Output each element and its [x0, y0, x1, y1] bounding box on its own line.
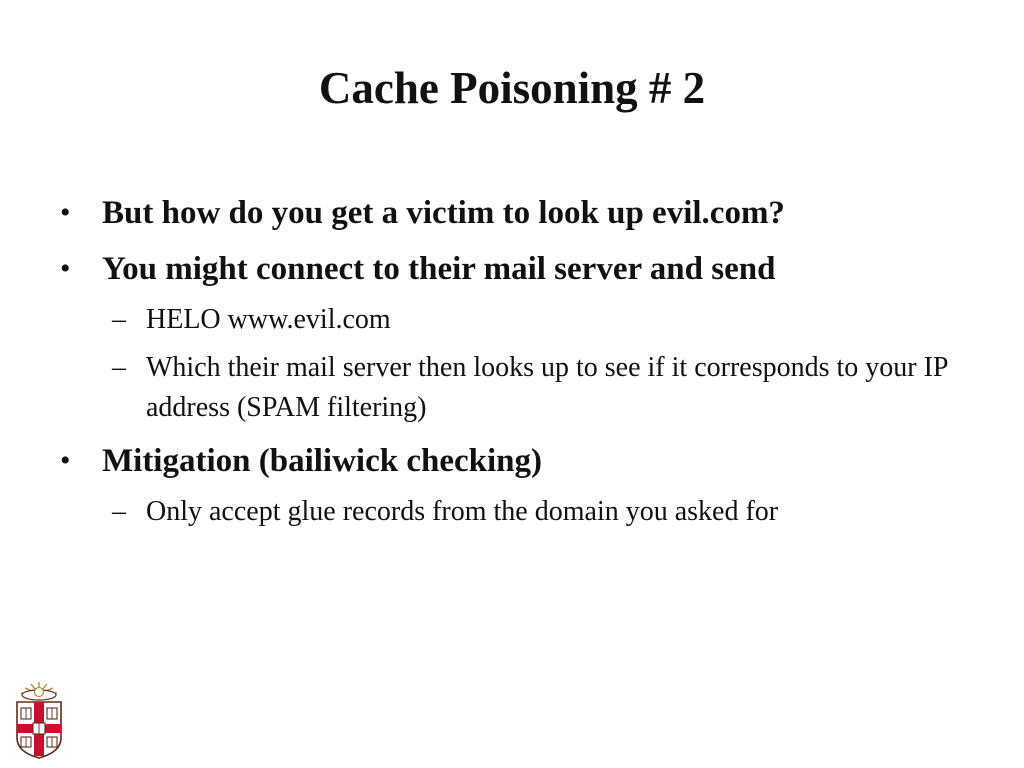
bullet-item: [60, 188, 980, 238]
sub-bullet-text: Which their mail server then looks up to see if it corresponds to your IP address (SPAM filtering): [146, 352, 948, 423]
bullet-marker: •: [60, 196, 71, 229]
sub-bullet-text: HELO www.evil.com: [146, 304, 391, 335]
brown-university-crest-icon: [14, 680, 64, 760]
slide-content: [60, 188, 980, 540]
sub-bullet-item: [60, 348, 980, 428]
sub-bullet-marker: –: [112, 352, 126, 383]
sub-bullet-marker: –: [112, 304, 126, 335]
bullet-item: [60, 436, 980, 486]
sub-bullet-marker: –: [112, 496, 126, 527]
sub-bullet-item: [60, 492, 980, 532]
bullet-marker: •: [60, 444, 71, 477]
bullet-item: [60, 244, 980, 294]
slide-title: Cache Poisoning # 2: [318, 63, 706, 113]
bullet-text: Mitigation (bailiwick checking): [102, 443, 542, 479]
sub-bullet-text: Only accept glue records from the domain you asked for: [146, 496, 779, 527]
bullet-text: But how do you get a victim to look up evil.com?: [102, 195, 785, 231]
sub-bullet-item: [60, 300, 980, 340]
bullet-marker: •: [60, 252, 71, 285]
bullet-text: You might connect to their mail server and send: [102, 251, 776, 287]
